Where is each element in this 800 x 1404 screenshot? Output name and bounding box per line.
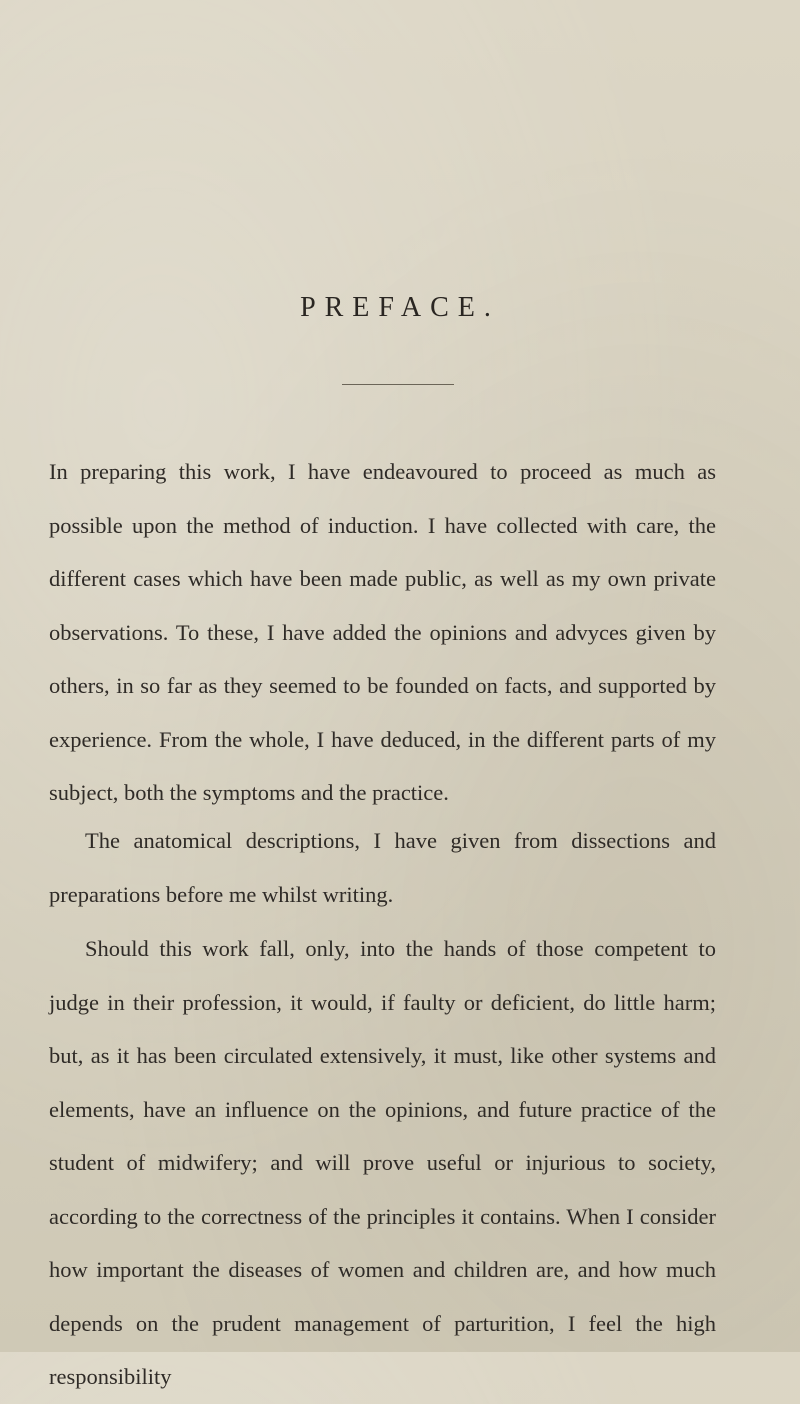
paragraph-3: Should this work fall, only, into the hands of those competent to judge in their profession, it would, if faulty or deficient, do little harm; but, as it has been circulated extensively, it must, like other systems and elements, have an influence on the opinions, and future practice of the student of midwifery; and will prove useful or injurious to society, according to the correctness of the principles it contains. When I consider how important the diseases of women and children are, and how much depends on the prudent management of parturition, I feel the high responsibility <box>49 936 716 1389</box>
paragraph-1: In preparing this work, I have endeavoured to proceed as much as possible upon the method of induction. I have collected with care, the different cases which have been made public, as well as my own private observations. To these, I have added the opinions and advyces given by others, in so far as they seemed to be founded on facts, and supported by experience. From the whole, I have deduced, in the different parts of my subject, both the symptoms and the practice. <box>49 459 716 805</box>
paragraph-2: The anatomical descriptions, I have given from dissections and preparations before me whilst writing. <box>49 828 716 907</box>
title-divider <box>342 384 454 385</box>
page-title: PREFACE. <box>300 292 500 323</box>
